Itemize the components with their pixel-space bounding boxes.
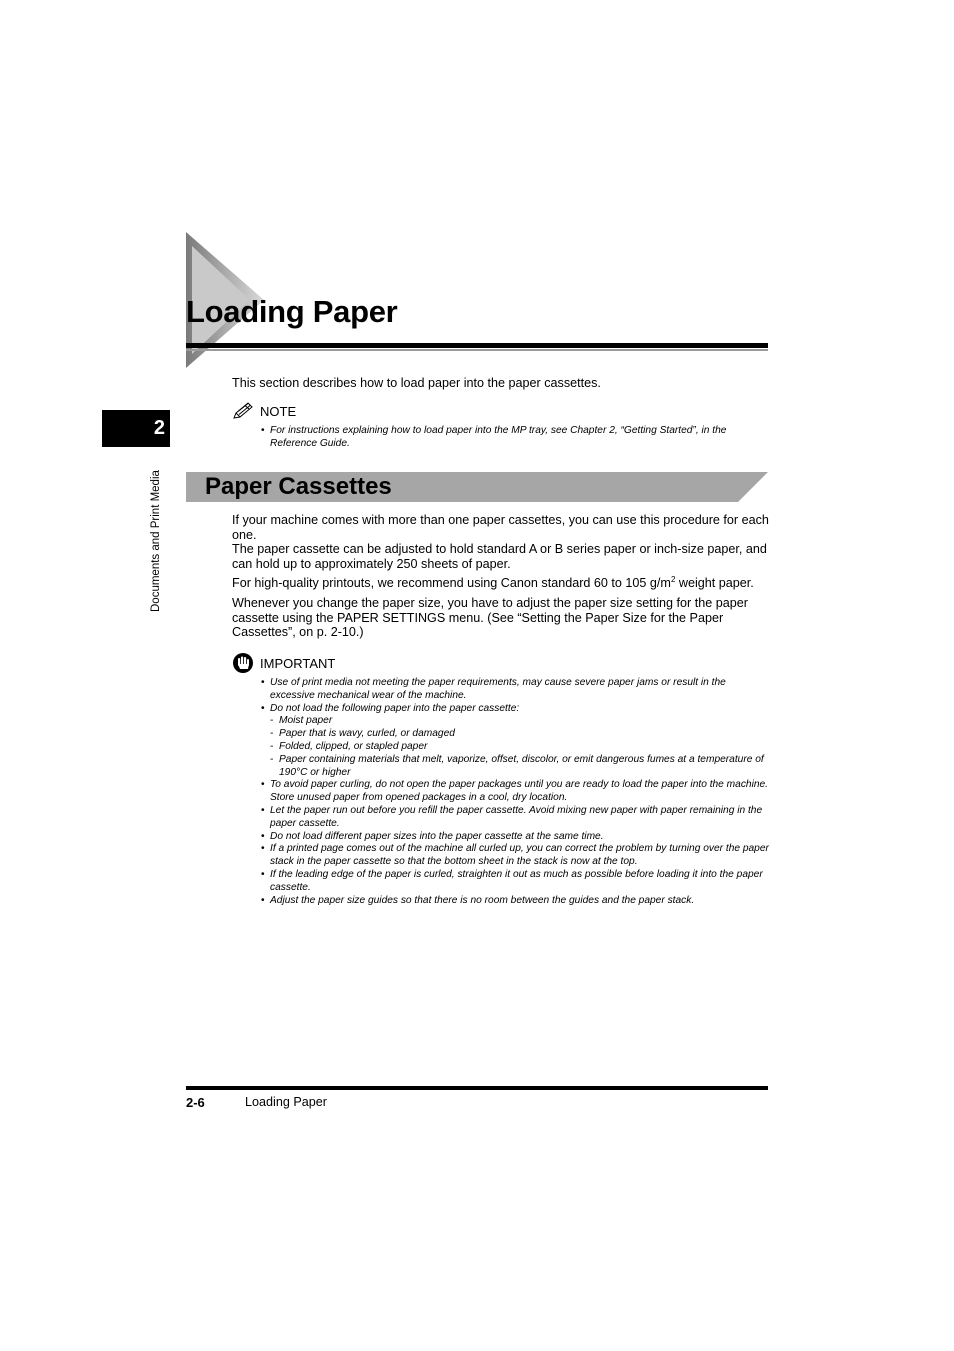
footer-rule: [186, 1086, 768, 1090]
paragraph: Whenever you change the paper size, you have to adjust the paper size setting for the paper cassette using the PAPER SETTINGS menu. (See “Setting the Paper Size for the Paper Cassettes”, on p. 2-10.): [232, 595, 748, 640]
important-item: • Adjust the paper size guides so that there is no room between the guides and the paper stack.: [261, 895, 773, 908]
important-item: • To avoid paper curling, do not open the paper packages until you are ready to load the paper into the machine. Store unused paper from opened packages in a cool, dry location.: [261, 779, 773, 805]
important-heading: [232, 652, 335, 674]
title-rule: [186, 343, 768, 348]
page-title: Loading Paper: [186, 294, 398, 329]
paragraph: The paper cassette can be adjusted to hold standard A or B series paper or inch-size paper, and can hold up to approximately 250 sheets of paper.: [232, 542, 767, 571]
important-item: • Do not load different paper sizes into the paper cassette at the same time.: [261, 831, 773, 844]
chapter-number: 2: [153, 417, 165, 439]
note-item: • For instructions explaining how to load paper into the MP tray, see Chapter 2, “Getting Started”, in the Reference Guide.: [261, 425, 771, 451]
important-label: IMPORTANT: [260, 655, 336, 671]
paragraph: If your machine comes with more than one paper cassettes, you can use this procedure for each one.: [232, 513, 769, 542]
important-item: • Do not load the following paper into the paper cassette:: [261, 703, 773, 716]
note-heading: [232, 402, 296, 420]
important-sub-item: - Paper that is wavy, curled, or damaged: [261, 728, 773, 741]
important-item: • If the leading edge of the paper is curled, straighten it out as much as possible before loading it into the paper cassette.: [261, 869, 773, 895]
important-list: [261, 677, 773, 907]
important-sub-item: - Folded, clipped, or stapled paper: [261, 741, 773, 754]
intro-text: This section describes how to load paper into the paper cassettes.: [232, 376, 601, 390]
important-sub-item: - Moist paper: [261, 715, 773, 728]
cassette-description: [232, 513, 772, 645]
paragraph-weight: For high-quality printouts, we recommend using Canon standard 60 to 105 $g/m^2$ weight paper.: [232, 575, 754, 591]
title-rule-shadow: [186, 349, 768, 351]
footer-page-number: 2-6: [186, 1095, 205, 1110]
note-list: [261, 425, 771, 451]
important-item: • Use of print media not meeting the paper requirements, may cause severe paper jams or result in the excessive mechanical wear of the machine.: [261, 677, 773, 703]
important-item: • Let the paper run out before you refill the paper cassette. Avoid mixing new paper with paper remaining in the paper cassette.: [261, 805, 773, 831]
footer-title: Loading Paper: [245, 1095, 327, 1109]
hand-stop-icon: [232, 652, 254, 674]
chapter-tab: [102, 410, 170, 447]
important-item: • If a printed page comes out of the machine all curled up, you can correct the problem by turning over the paper stack in the paper cassette so that the bottom sheet in the stack is now at the top.: [261, 843, 773, 869]
pencil-icon: [232, 402, 254, 420]
important-sub-item: - Paper containing materials that melt, vaporize, offset, discolor, or emit dangerous fumes at a temperature of 190°C or higher: [261, 754, 773, 780]
section-title: Paper Cassettes: [205, 473, 392, 500]
note-label: NOTE: [260, 403, 297, 419]
chapter-side-label: Documents and Print Media: [150, 470, 162, 612]
